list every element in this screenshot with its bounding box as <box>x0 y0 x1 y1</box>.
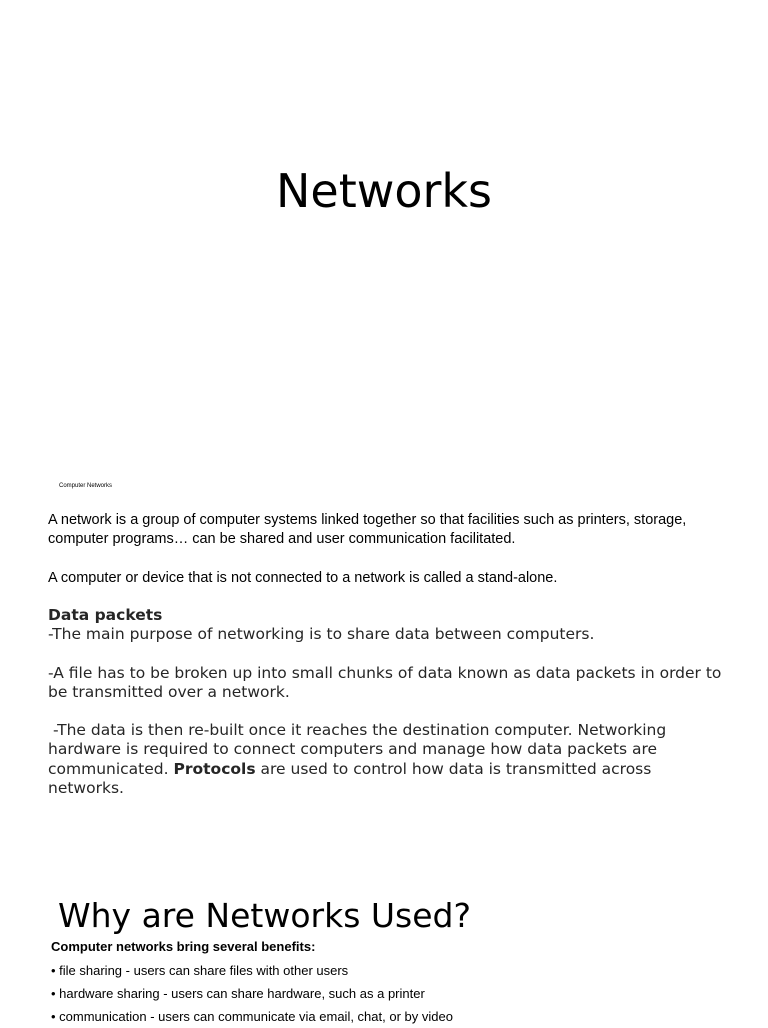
benefit-item: • communication - users can communicate via email, chat, or by video <box>51 1009 453 1024</box>
benefits-list <box>51 937 751 1028</box>
packets-line-rebuild <box>48 721 728 798</box>
benefit-item: • hardware sharing - users can share hardware, such as a printer <box>51 986 425 1001</box>
protocols-term: Protocols <box>173 759 256 778</box>
packets-line-purpose: -The main purpose of networking is to share data between computers. <box>48 625 595 644</box>
image-caption: Computer Networks <box>59 483 113 489</box>
benefit-item: • file sharing - users can share files with other users <box>51 963 349 978</box>
protocols-text: are used to control how data is transmitted across networks. <box>48 759 657 797</box>
data-packets-heading: Data packets <box>48 606 163 624</box>
benefits-intro: Computer networks bring several benefits: <box>51 939 316 954</box>
network-definition-paragraph: A network is a group of computer systems linked together so that facilities such as printers, storage, computer programs… can be shared and user communication facilitated. <box>48 512 687 547</box>
stand-alone-paragraph: A computer or device that is not connected to a network is called a stand-alone. <box>48 570 558 586</box>
packets-line-chunks: -A file has to be broken up into small chunks of data known as data packets in order to be transmitted over a network. <box>48 663 722 701</box>
why-networks-heading: Why are Networks Used? <box>58 896 471 935</box>
data-packets-section <box>48 606 728 798</box>
rebuild-text: -The data is then re-built once it reaches the destination computer. Networking hardware is required to connect computers and manage how data packets are communicated. <box>48 721 672 778</box>
slide-title: Networks <box>275 164 493 218</box>
